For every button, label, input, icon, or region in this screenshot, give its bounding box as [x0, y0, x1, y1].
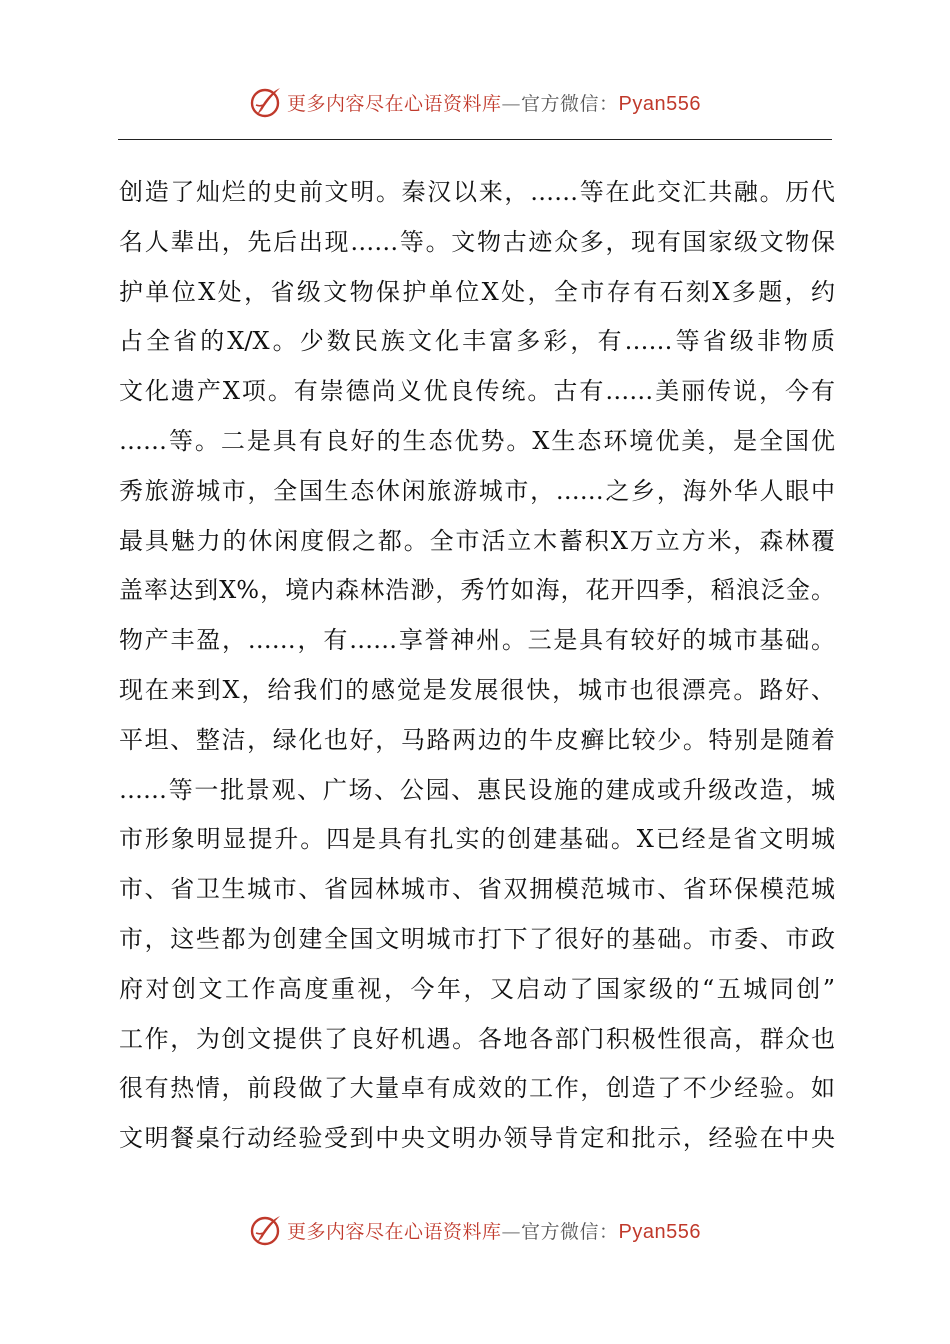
wechat-account: Pyan556 — [618, 92, 701, 115]
body-line: ……等一批景观、广场、公园、惠民设施的建成或升级改造，城 — [119, 775, 835, 804]
footer-promo-text — [287, 1217, 701, 1244]
body-line: 府对创文工作高度重视，今年，又启动了国家级的“五城同创” — [119, 974, 835, 1003]
promo-dash: — — [501, 1220, 522, 1243]
wechat-label: 官方微信： — [521, 1220, 619, 1243]
body-line: 现在来到X，给我们的感觉是发展很快，城市也很漂亮。路好、 — [119, 675, 835, 704]
body-line: 物产丰盈，……，有……享誉神州。三是具有较好的城市基础。 — [119, 626, 835, 655]
body-line: 名人辈出，先后出现……等。文物古迹众多，现有国家级文物保 — [119, 227, 835, 256]
footer-banner — [0, 1208, 950, 1252]
body-line: 工作，为创文提供了良好机遇。各地各部门积极性很高，群众也 — [119, 1024, 835, 1053]
body-line: 盖率达到X%，境内森林浩渺，秀竹如海，花开四季，稻浪泛金。 — [119, 576, 835, 605]
quill-logo-icon — [249, 1213, 283, 1247]
header-promo-text — [287, 89, 701, 116]
body-line: 创造了灿烂的史前文明。秦汉以来，……等在此交汇共融。历代 — [119, 178, 835, 206]
header-divider — [118, 139, 832, 140]
body-line: 文化遗产X项。有崇德尚义优良传统。古有……美丽传说，今有 — [119, 377, 835, 406]
body-line: 护单位X处，省级文物保护单位X处，全市存有石刻X多题，约 — [119, 277, 835, 306]
body-line: 文明餐桌行动经验受到中央文明办领导肯定和批示，经验在中央 — [119, 1124, 835, 1153]
wechat-account: Pyan556 — [618, 1220, 701, 1243]
wechat-label: 官方微信： — [521, 92, 619, 115]
body-line: 平坦、整洁，绿化也好，马路两边的牛皮癣比较少。特别是随着 — [119, 725, 835, 754]
body-line: 很有热情，前段做了大量卓有成效的工作，创造了不少经验。如 — [119, 1074, 835, 1103]
promo-dash: — — [501, 92, 522, 115]
promo-label: 更多内容尽在心语资料库 — [287, 92, 502, 115]
body-line: 占全省的X/X。少数民族文化丰富多彩，有……等省级非物质 — [119, 327, 835, 356]
quill-logo-icon — [249, 85, 283, 119]
body-line: 最具魅力的休闲度假之都。全市活立木蓄积X万立方米，森林覆 — [119, 526, 835, 555]
body-line: 秀旅游城市，全国生态休闲旅游城市，……之乡，海外华人眼中 — [119, 476, 835, 505]
document-body — [119, 168, 835, 1164]
header-banner — [0, 80, 950, 124]
body-line: 市，这些都为创建全国文明城市打下了很好的基础。市委、市政 — [119, 924, 835, 953]
body-line: ……等。二是具有良好的生态优势。X生态环境优美，是全国优 — [119, 426, 835, 455]
promo-label: 更多内容尽在心语资料库 — [287, 1220, 502, 1243]
body-line: 市、省卫生城市、省园林城市、省双拥模范城市、省环保模范城 — [119, 875, 835, 904]
body-line: 市形象明显提升。四是具有扎实的创建基础。X已经是省文明城 — [119, 825, 835, 854]
